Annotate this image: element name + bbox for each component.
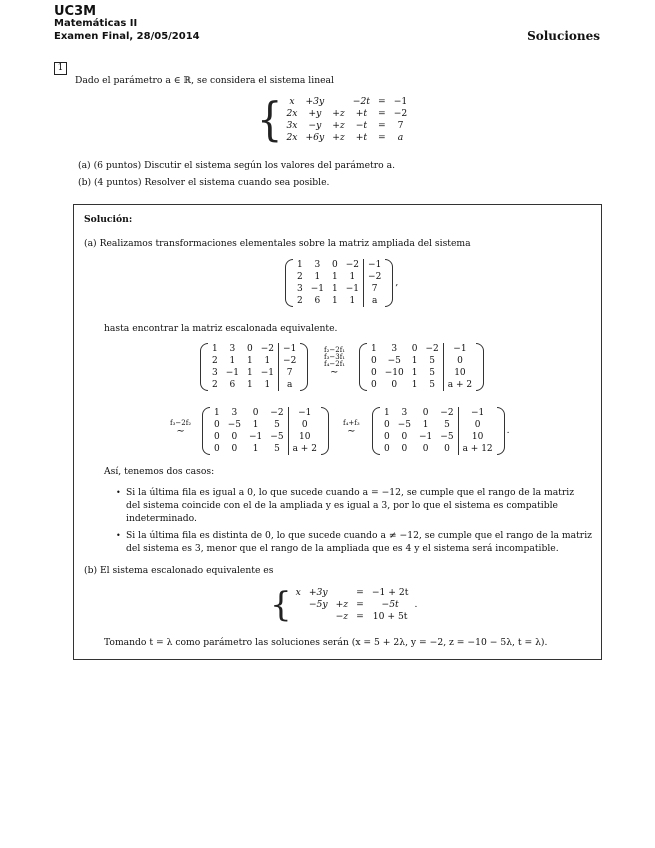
matrix-row xyxy=(367,355,476,367)
matrix-cell: 1 xyxy=(247,356,253,366)
system-b-period: . xyxy=(414,599,418,610)
m2-rows xyxy=(210,407,321,455)
matrix-cell: −2 xyxy=(345,260,360,270)
matrix-cell: −10 xyxy=(384,368,404,378)
matrix-cell: −1 xyxy=(225,368,240,378)
matrix-cell: 1 xyxy=(332,296,338,306)
matrix-cell: −2 xyxy=(364,271,386,283)
system-cell: x xyxy=(295,587,301,598)
left-brace: { xyxy=(270,585,292,625)
header-org: UC3M xyxy=(54,4,97,19)
matrix-cell: 0 xyxy=(391,380,398,390)
matrix-cell: 0 xyxy=(384,432,390,442)
matrix-cell: 0 xyxy=(214,444,220,454)
system-cell: +z xyxy=(332,108,345,119)
solution-title: Solución: xyxy=(84,214,133,225)
operation-2 xyxy=(170,420,191,437)
matrix-cell: 5 xyxy=(444,420,450,430)
matrix-cell: 0 xyxy=(401,432,408,442)
right-paren xyxy=(476,343,484,391)
system-cell xyxy=(332,587,353,599)
operation-1 xyxy=(324,347,345,378)
matrix-cell: 1 xyxy=(371,344,377,354)
matrix-cell: −1 xyxy=(249,432,263,442)
matrix-cell: 0 xyxy=(411,344,418,354)
matrix-m0 xyxy=(285,259,398,307)
matrix-cell: −1 xyxy=(443,343,476,355)
matrix-cell: 0 xyxy=(422,408,429,418)
case1-line: del sistema coincide con el de la ampliada y es igual a 3, por lo que el sistema es compatible xyxy=(126,500,558,511)
matrix-cell: −5 xyxy=(397,420,412,430)
matrix-row xyxy=(380,407,497,419)
matrix-row xyxy=(208,379,300,391)
matrix-cell: 1 xyxy=(214,408,220,418)
op-label: f₄+f₃ xyxy=(343,419,360,427)
matrix-cell: 5 xyxy=(274,420,280,430)
matrix-cell: 1 xyxy=(411,356,418,366)
matrix-cell: 1 xyxy=(247,380,253,390)
system-cell xyxy=(305,611,332,623)
matrix-cell: 10 xyxy=(288,431,321,443)
bullet-icon: • xyxy=(116,531,121,540)
system-cell: −5y xyxy=(308,599,328,610)
matrix-cell: 3 xyxy=(231,408,238,418)
matrix-cell: −5 xyxy=(270,432,284,442)
matrix-cell: 1 xyxy=(252,444,259,454)
matrix-cell: 7 xyxy=(279,367,301,379)
matrix-cell: 10 xyxy=(443,367,476,379)
matrix-cell: −1 xyxy=(260,368,275,378)
cases-intro: Así, tenemos dos casos: xyxy=(104,466,215,477)
system-cell: +z xyxy=(332,120,345,131)
op-label: f₃−3f₁ xyxy=(324,353,346,361)
right-paren xyxy=(497,407,505,455)
system-cell: x xyxy=(289,96,295,107)
right-paren xyxy=(385,259,393,307)
matrix-row xyxy=(210,431,321,443)
matrix-cell: −1 xyxy=(288,407,321,419)
system-cell: −t xyxy=(355,120,368,131)
solution-a-mid: hasta encontrar la matriz escalonada equivalente. xyxy=(104,323,338,334)
matrix-cell: −2 xyxy=(440,408,454,418)
matrix-cell: 3 xyxy=(401,408,408,418)
system-cell: = xyxy=(356,599,364,610)
matrix-row xyxy=(208,343,300,355)
matrix-row xyxy=(208,367,300,379)
matrix-row xyxy=(380,419,497,431)
header-title: Soluciones xyxy=(527,29,600,43)
system-row xyxy=(292,599,413,611)
matrix-cell: 0 xyxy=(332,260,338,270)
m0-comma: , xyxy=(395,277,399,288)
matrix-cell: −2 xyxy=(279,355,301,367)
matrix-cell: 1 xyxy=(247,368,253,378)
part-a: (a) (6 puntos) Discutir el sistema según los valores del parámetro a. xyxy=(78,160,395,171)
matrix-cell: 0 xyxy=(252,408,259,418)
matrix-m2 xyxy=(202,407,329,455)
m3-period: . xyxy=(506,425,510,436)
system-cell: −z xyxy=(335,611,349,622)
problem-statement: Dado el parámetro a ∈ ℝ, se considera el sistema lineal xyxy=(75,75,334,86)
matrix-cell: 1 xyxy=(264,356,271,366)
matrix-cell: 1 xyxy=(411,380,418,390)
case2-line: del sistema es 3, menor que el rango de la ampliada que es 4 y el sistema será incompatible. xyxy=(126,543,559,554)
matrix-m1 xyxy=(359,343,484,391)
problem-system xyxy=(257,93,411,147)
system-cell: 2x xyxy=(286,132,298,143)
matrix-cell: 1 xyxy=(264,380,271,390)
matrix-cell: 1 xyxy=(314,272,321,282)
system-cell: +t xyxy=(355,108,368,119)
matrix-cell: −1 xyxy=(345,284,360,294)
matrix-cell: 2 xyxy=(297,296,303,306)
matrix-m0-copy xyxy=(200,343,308,391)
equiv-symbol: ∼ xyxy=(347,426,356,437)
matrix-cell: 0 xyxy=(401,444,408,454)
matrix-cell: 0 xyxy=(444,444,450,454)
matrix-cell: 1 xyxy=(252,420,259,430)
system-table xyxy=(282,96,411,144)
system-b-table xyxy=(292,587,413,623)
matrix-cell: 1 xyxy=(411,368,418,378)
matrix-cell: −2 xyxy=(270,408,284,418)
equiv-symbol: ∼ xyxy=(176,426,185,437)
matrix-cell: 1 xyxy=(384,408,390,418)
op-label: f₃−2f₂ xyxy=(170,419,192,427)
matrix-cell: −1 xyxy=(458,407,497,419)
matrix-cell: 6 xyxy=(229,380,236,390)
system-cell xyxy=(292,611,305,623)
matrix-row xyxy=(293,271,385,283)
right-paren xyxy=(300,343,308,391)
system-row xyxy=(282,96,411,108)
system-cell: −1 xyxy=(393,96,408,107)
matrix-cell: 10 xyxy=(458,431,497,443)
matrix-cell: 0 xyxy=(231,444,238,454)
system-row xyxy=(282,132,411,144)
system-cell: 3x xyxy=(286,120,298,131)
matrix-cell: −1 xyxy=(310,284,325,294)
m1-rows xyxy=(367,343,476,391)
matrix-cell: 5 xyxy=(429,380,435,390)
system-cell: −y xyxy=(308,120,322,131)
matrix-cell: 1 xyxy=(229,356,236,366)
matrix-cell: 0 xyxy=(384,420,390,430)
matrix-cell: 1 xyxy=(349,272,356,282)
system-cell: −2t xyxy=(352,96,371,107)
matrix-cell: 0 xyxy=(231,432,238,442)
matrix-cell: 1 xyxy=(349,296,356,306)
left-paren xyxy=(202,407,210,455)
matrix-row xyxy=(380,443,497,455)
matrix-cell: −5 xyxy=(387,356,401,366)
problem-number: 1 xyxy=(54,62,67,75)
system-rows xyxy=(282,96,411,144)
matrix-row xyxy=(367,343,476,355)
system-cell: +6y xyxy=(305,132,325,143)
matrix-row xyxy=(210,443,321,455)
matrix-cell: 0 xyxy=(371,356,377,366)
case2-line: Si la última fila es distinta de 0, lo que sucede cuando a ≠ −12, se cumple que el rango de la matriz xyxy=(126,530,592,541)
matrix-cell: 0 xyxy=(371,368,377,378)
system-cell: +t xyxy=(355,132,368,143)
op-label: f₄−2f₁ xyxy=(324,360,346,368)
equiv-symbol: ∼ xyxy=(330,367,339,378)
system-cell: −5t xyxy=(381,599,399,610)
matrix-cell: −5 xyxy=(227,420,242,430)
matrix-cell: 3 xyxy=(297,284,303,294)
system-cell: = xyxy=(356,587,364,598)
system-cell: = xyxy=(378,108,386,119)
matrix-m3 xyxy=(372,407,510,455)
matrix-row xyxy=(210,407,321,419)
matrix-cell: 3 xyxy=(391,344,398,354)
system-cell: 7 xyxy=(397,120,404,131)
system-cell: = xyxy=(378,96,386,107)
operation-3 xyxy=(343,420,360,437)
matrix-cell: 2 xyxy=(212,380,218,390)
matrix-cell: 1 xyxy=(212,344,218,354)
matrix-cell: 7 xyxy=(364,283,386,295)
solution-final: Tomando t = λ como parámetro las soluciones serán (x = 5 + 2λ, y = −2, z = −10 − 5λ, t = λ). xyxy=(104,637,548,648)
matrix-cell: −5 xyxy=(440,432,454,442)
matrix-cell: −1 xyxy=(364,259,386,271)
matrix-row xyxy=(380,431,497,443)
matrix-cell: 3 xyxy=(212,368,218,378)
matrix-cell: −2 xyxy=(260,344,275,354)
matrix-cell: 5 xyxy=(274,444,280,454)
system-cell: a xyxy=(397,132,404,143)
bullet-icon: • xyxy=(116,488,121,497)
system-cell: 10 + 5t xyxy=(372,611,408,622)
matrix-cell: 6 xyxy=(314,296,321,306)
system-cell: = xyxy=(356,611,364,622)
matrix-cell: 1 xyxy=(332,272,338,282)
system-cell: +3y xyxy=(305,96,325,107)
matrix-cell: 1 xyxy=(422,420,429,430)
right-paren xyxy=(321,407,329,455)
matrix-cell: 0 xyxy=(458,419,497,431)
matrix-cell: a + 12 xyxy=(458,443,497,455)
matrix-cell: −1 xyxy=(279,343,301,355)
matrix-cell: 0 xyxy=(422,444,429,454)
system-cell xyxy=(292,599,305,611)
solution-b-intro: (b) El sistema escalonado equivalente es xyxy=(84,565,274,576)
left-paren xyxy=(285,259,293,307)
matrix-cell: 0 xyxy=(214,432,220,442)
matrix-cell: −2 xyxy=(425,344,439,354)
matrix-cell: 0 xyxy=(371,380,377,390)
system-b-rows xyxy=(292,587,413,623)
left-paren xyxy=(200,343,208,391)
matrix-cell: a + 2 xyxy=(443,379,476,391)
system-row xyxy=(292,587,413,599)
system-cell: = xyxy=(378,132,386,143)
system-cell: = xyxy=(378,120,386,131)
matrix-cell: a + 2 xyxy=(288,443,321,455)
system-cell: +y xyxy=(308,108,322,119)
matrix-cell: 1 xyxy=(332,284,338,294)
matrix-cell: 3 xyxy=(229,344,236,354)
system-row xyxy=(282,108,411,120)
left-brace: { xyxy=(257,93,283,147)
matrix-cell: 1 xyxy=(297,260,303,270)
system-b xyxy=(270,585,417,625)
case1-line: Si la última fila es igual a 0, lo que sucede cuando a = −12, se cumple que el rango de la matriz xyxy=(126,487,575,498)
matrix-cell: 3 xyxy=(314,260,321,270)
system-cell: 2x xyxy=(286,108,298,119)
matrix-cell: 0 xyxy=(247,344,253,354)
matrix-cell: 0 xyxy=(214,420,220,430)
matrix-cell: a xyxy=(279,379,301,391)
matrix-row xyxy=(293,259,385,271)
header-exam: Examen Final, 28/05/2014 xyxy=(54,31,200,42)
matrix-cell: 5 xyxy=(429,356,435,366)
case1-line: indeterminado. xyxy=(126,513,197,524)
system-cell: +z xyxy=(332,132,345,143)
m0-rows xyxy=(293,259,385,307)
system-cell: −2 xyxy=(393,108,408,119)
matrix-row xyxy=(210,419,321,431)
m3-rows xyxy=(380,407,497,455)
op-label: f₂−2f₁ xyxy=(324,346,346,354)
system-cell: +z xyxy=(335,599,349,610)
matrix-cell: 0 xyxy=(443,355,476,367)
matrix-cell: 5 xyxy=(429,368,435,378)
matrix-cell: 2 xyxy=(212,356,218,366)
system-cell xyxy=(328,96,349,108)
left-paren xyxy=(359,343,367,391)
matrix-row xyxy=(367,367,476,379)
system-row xyxy=(282,120,411,132)
matrix-cell: a xyxy=(364,295,386,307)
m0b-rows xyxy=(208,343,300,391)
matrix-row xyxy=(293,295,385,307)
system-cell: −1 + 2t xyxy=(371,587,409,598)
matrix-row xyxy=(208,355,300,367)
system-row xyxy=(292,611,413,623)
matrix-cell: −1 xyxy=(419,432,433,442)
matrix-row xyxy=(367,379,476,391)
solution-a-intro: (a) Realizamos transformaciones elementales sobre la matriz ampliada del sistema xyxy=(84,238,471,249)
header-course: Matemáticas II xyxy=(54,18,138,29)
matrix-cell: 0 xyxy=(288,419,321,431)
matrix-cell: 2 xyxy=(297,272,303,282)
matrix-row xyxy=(293,283,385,295)
left-paren xyxy=(372,407,380,455)
system-cell: +3y xyxy=(308,587,328,598)
part-b: (b) (4 puntos) Resolver el sistema cuando sea posible. xyxy=(78,177,330,188)
matrix-cell: 0 xyxy=(384,444,390,454)
